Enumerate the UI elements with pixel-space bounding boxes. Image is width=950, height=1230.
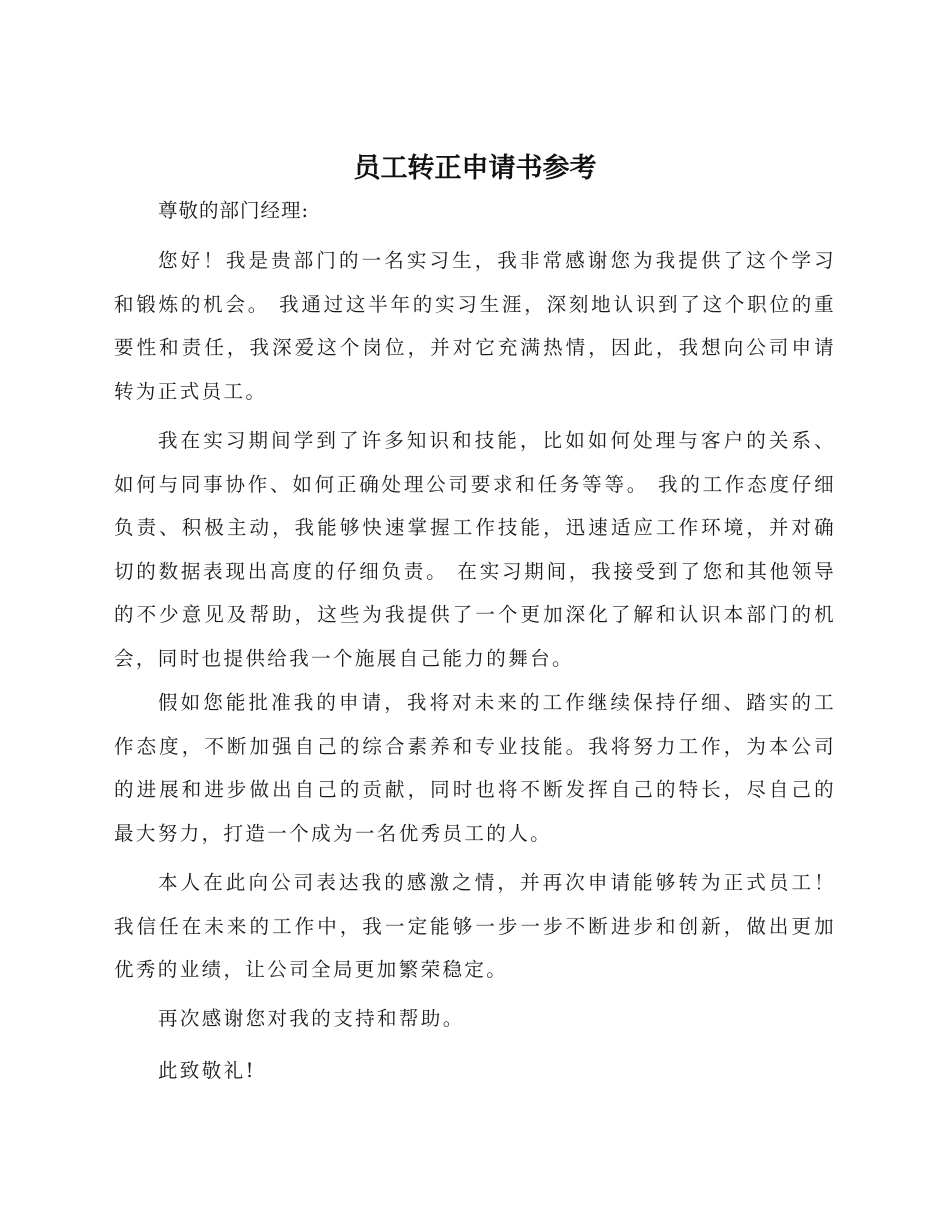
closing-line: 此致敬礼! [158, 1059, 256, 1082]
paragraph-2: 我在实习期间学到了许多知识和技能，比如如何处理与客户的关系、如何与同事协作、如何正确处理公司要求和任务等等。 我的工作态度仔细负责、积极主动，我能够快速掌握工作技能，迅速适应工作环境，并对确切的数据表现出高度的仔细负责。 在实习期间，我接受到了您和其他领导的不少意见及帮助，这些为我提供了一个更加深化了解和认识本部门的机会，同时也提供给我一个施展自己能力的舞台。 [114, 429, 836, 670]
thanks-line: 再次感谢您对我的支持和帮助。 [158, 1007, 465, 1030]
salutation: 尊敬的部门经理: [158, 199, 310, 222]
paragraph-3: 假如您能批准我的申请，我将对未来的工作继续保持仔细、踏实的工作态度，不断加强自己的综合素养和专业技能。我将努力工作，为本公司的进展和进步做出自己的贡献，同时也将不断发挥自己的特长，尽自己的最大努力，打造一个成为一名优秀员工的人。 [114, 691, 836, 845]
paragraph-4: 本人在此向公司表达我的感激之情，并再次申请能够转为正式员工！我信任在未来的工作中，我一定能够一步一步不断进步和创新，做出更加优秀的业绩，让公司全局更加繁荣稳定。 [114, 871, 836, 981]
document-title: 员工转正申请书参考 [353, 153, 597, 184]
paragraph-1: 您好！我是贵部门的一名实习生，我非常感谢您为我提供了这个学习和锻炼的机会。 我通过这半年的实习生涯，深刻地认识到了这个职位的重要性和责任，我深爱这个岗位，并对它充满热情，因此，我想向公司申请转为正式员工。 [114, 249, 836, 403]
